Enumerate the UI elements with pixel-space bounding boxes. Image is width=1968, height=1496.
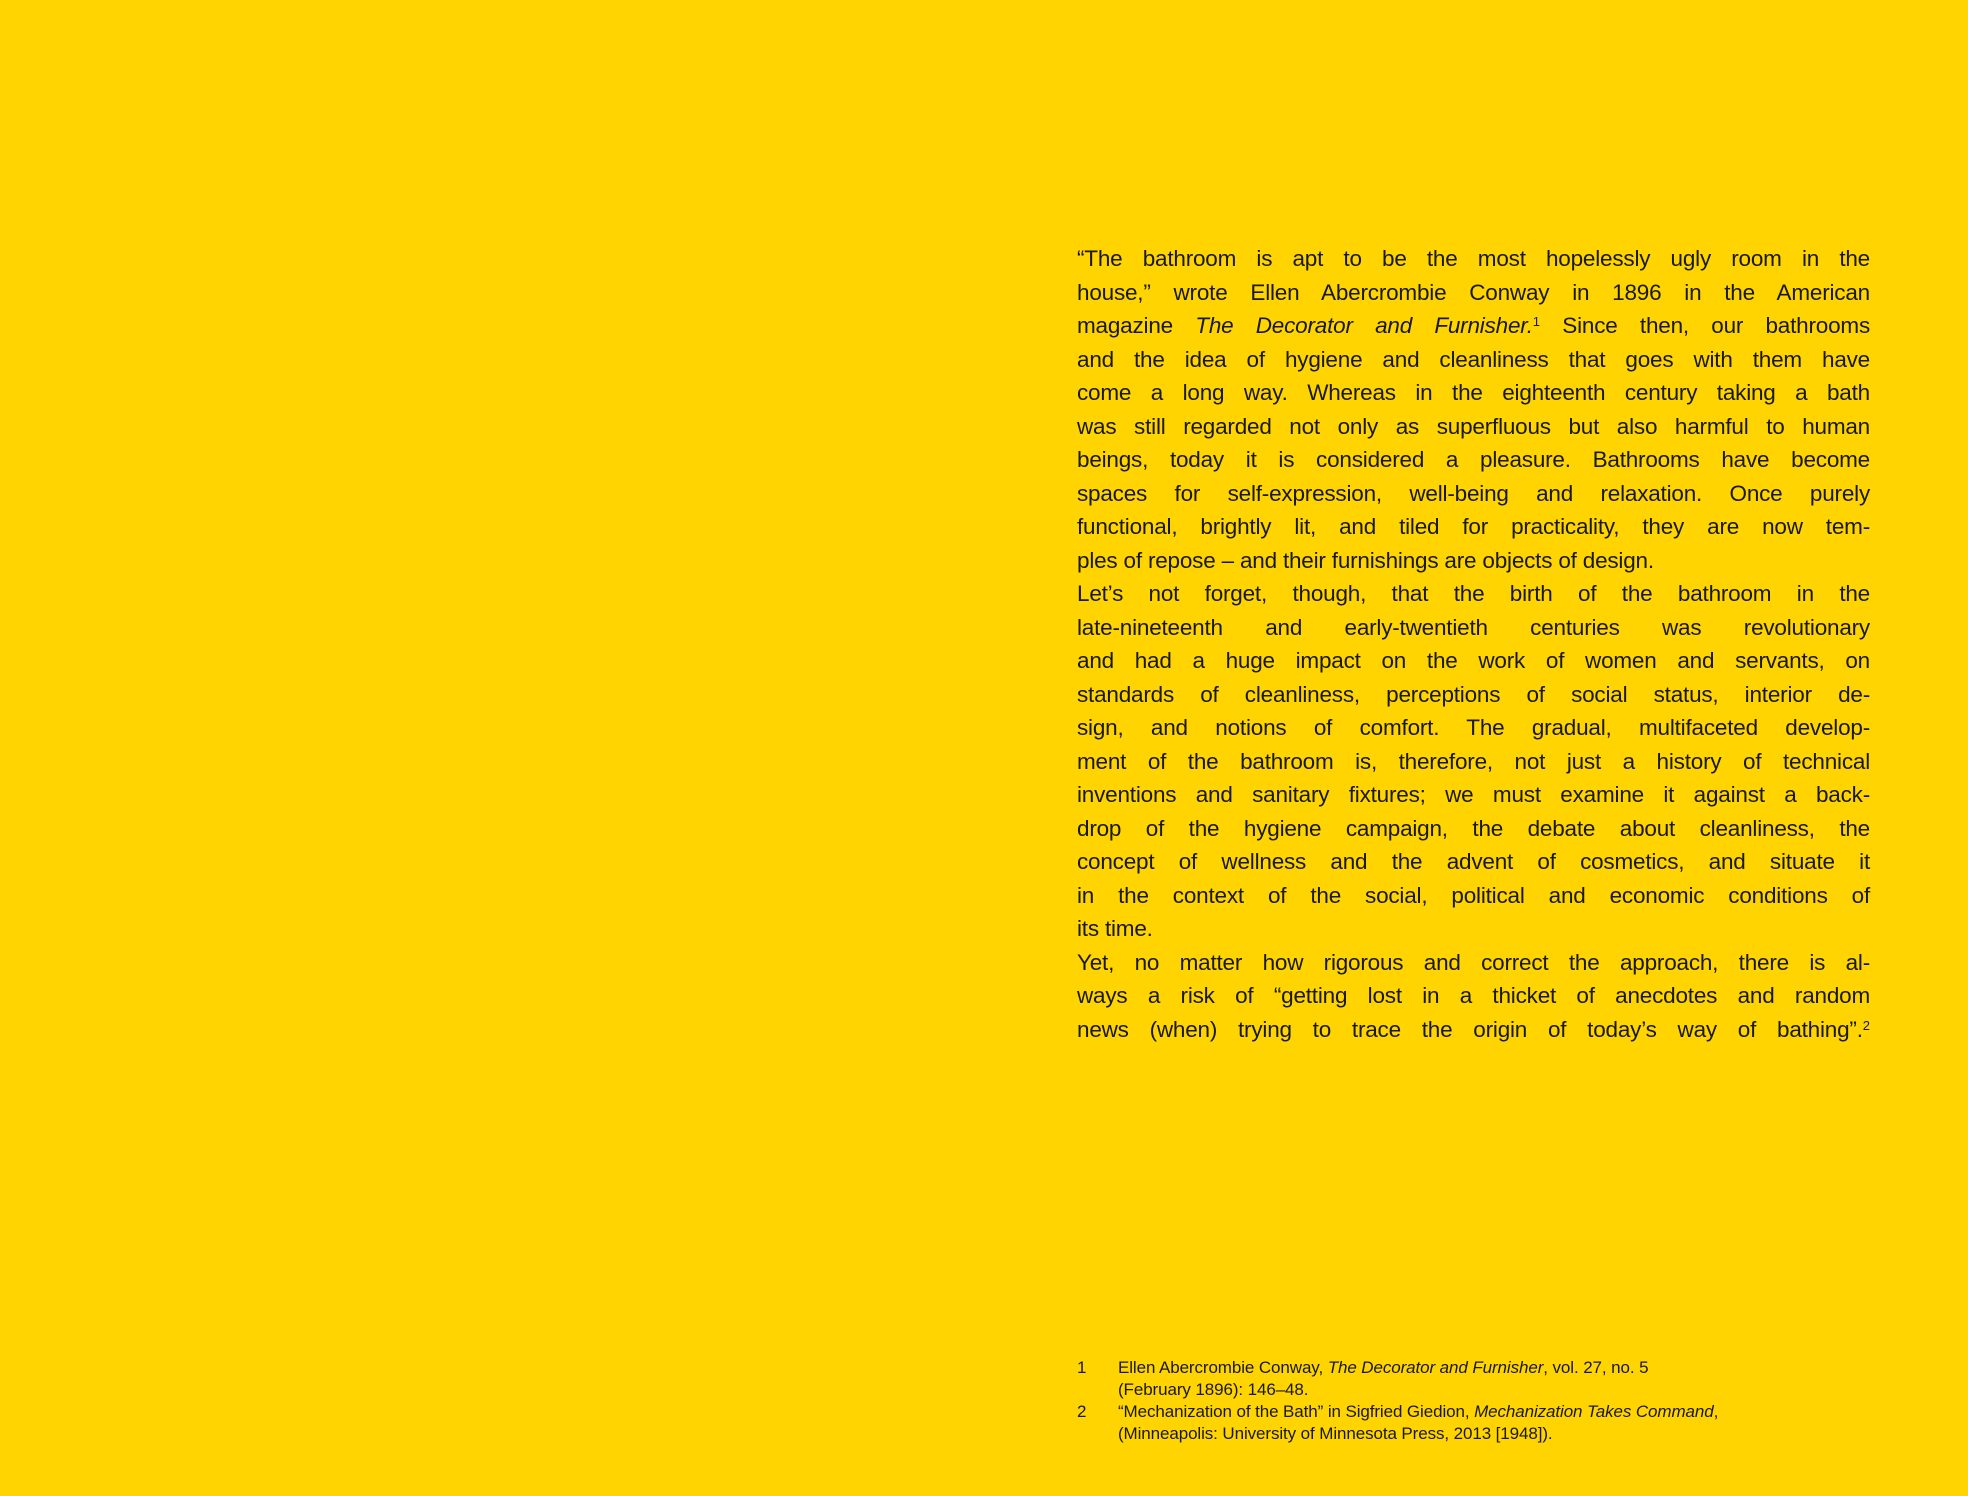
text-segment: concept of wellness and the advent of cosmetics, and situate it: [1077, 849, 1870, 874]
text-segment: sign, and notions of comfort. The gradual, multifaceted develop-: [1077, 715, 1870, 740]
text-line: [1077, 443, 1870, 477]
text-segment: beings, today it is considered a pleasure. Bathrooms have become: [1077, 447, 1870, 472]
text-segment: standards of cleanliness, perceptions of social status, interior de-: [1077, 681, 1870, 707]
text-segment: “Mechanization of the Bath” in Sigfried Giedion,: [1118, 1402, 1475, 1421]
text-line: [1077, 879, 1870, 913]
text-segment: , vol. 27, no. 5: [1543, 1358, 1649, 1377]
text-segment: news (when) trying to trace the origin of today’s way of bathing”.: [1077, 1016, 1863, 1042]
footnote-reference: 1: [1532, 314, 1540, 329]
text-segment: functional, brightly lit, and tiled for practicality, they are now tem-: [1077, 514, 1870, 539]
text-segment: Let’s not forget, though, that the birth of the bathroom in the: [1077, 581, 1870, 606]
text-line: [1077, 979, 1870, 1013]
text-line: [1077, 343, 1870, 377]
text-segment: ment of the bathroom is, therefore, not just a history of technical: [1077, 748, 1870, 774]
text-segment: in the context of the social, political and economic conditions of: [1077, 882, 1870, 908]
text-line: [1077, 812, 1870, 846]
text-line: [1077, 242, 1870, 276]
text-line: [1077, 711, 1870, 745]
text-segment: spaces for self-expression, well-being and relaxation. Once purely: [1077, 480, 1870, 506]
text-segment: come a long way. Whereas in the eighteenth century taking a bath: [1077, 380, 1870, 405]
text-line: [1077, 410, 1870, 444]
footnote-line: [1118, 1401, 1870, 1423]
footnote: [1077, 1401, 1870, 1445]
footnote: [1077, 1357, 1870, 1401]
italic-text: The Decorator and Furnisher.: [1195, 313, 1533, 338]
text-segment: inventions and sanitary fixtures; we must examine it against a back-: [1077, 782, 1870, 807]
text-segment: house,” wrote Ellen Abercrombie Conway in 1896 in the American: [1077, 279, 1870, 305]
paragraph: [1077, 577, 1870, 946]
text-segment: (February 1896): 146–48.: [1118, 1380, 1309, 1399]
text-line: [1077, 845, 1870, 879]
text-segment: late-nineteenth and early-twentieth centuries was revolutionary: [1077, 614, 1870, 640]
text-segment: drop of the hygiene campaign, the debate about cleanliness, the: [1077, 815, 1870, 841]
text-line: [1077, 510, 1870, 544]
paragraph: [1077, 242, 1870, 577]
text-line: [1077, 1013, 1870, 1047]
text-segment: ,: [1713, 1402, 1719, 1421]
text-line: [1077, 678, 1870, 712]
footnote-line: [1118, 1379, 1870, 1401]
text-segment: was still regarded not only as superfluous but also harmful to human: [1077, 413, 1870, 439]
text-line: [1077, 946, 1870, 980]
text-line: [1077, 745, 1870, 779]
italic-text: The Decorator and Furnisher: [1327, 1358, 1544, 1377]
text-line: [1077, 912, 1870, 946]
footnote-reference: 2: [1862, 1017, 1870, 1033]
text-segment: Since then, our bathrooms: [1540, 313, 1870, 338]
text-segment: magazine: [1077, 313, 1196, 338]
text-segment: “The bathroom is apt to be the most hopelessly ugly room in the: [1077, 246, 1870, 271]
text-line: [1077, 611, 1870, 645]
footnote-line: [1118, 1357, 1870, 1379]
footnote-line: [1118, 1423, 1870, 1445]
text-line: [1077, 276, 1870, 310]
text-segment: Ellen Abercrombie Conway,: [1118, 1358, 1328, 1377]
italic-text: Mechanization Takes Command: [1474, 1402, 1714, 1421]
text-segment: and had a huge impact on the work of women and servants, on: [1077, 648, 1870, 673]
text-line: [1077, 309, 1870, 343]
text-line: [1077, 644, 1870, 678]
text-segment: (Minneapolis: University of Minnesota Press, 2013 [1948]).: [1118, 1424, 1553, 1443]
footnote-marker: 2: [1077, 1402, 1087, 1421]
text-line: [1077, 376, 1870, 410]
paragraph: [1077, 946, 1870, 1047]
text-segment: ples of repose – and their furnishings are objects of design.: [1077, 547, 1654, 573]
text-segment: its time.: [1077, 916, 1153, 941]
footnotes-block: [1077, 1357, 1870, 1445]
body-text-column: [1077, 242, 1870, 1046]
text-line: [1077, 477, 1870, 511]
footnote-text: [1118, 1401, 1870, 1445]
text-line: [1077, 544, 1870, 578]
text-line: [1077, 577, 1870, 611]
text-segment: ways a risk of “getting lost in a thicket of anecdotes and random: [1077, 983, 1870, 1008]
footnote-marker: 1: [1077, 1358, 1087, 1377]
text-segment: and the idea of hygiene and cleanliness that goes with them have: [1077, 346, 1870, 372]
footnote-text: [1118, 1357, 1870, 1401]
text-line: [1077, 778, 1870, 812]
text-segment: Yet, no matter how rigorous and correct the approach, there is al-: [1077, 949, 1870, 975]
